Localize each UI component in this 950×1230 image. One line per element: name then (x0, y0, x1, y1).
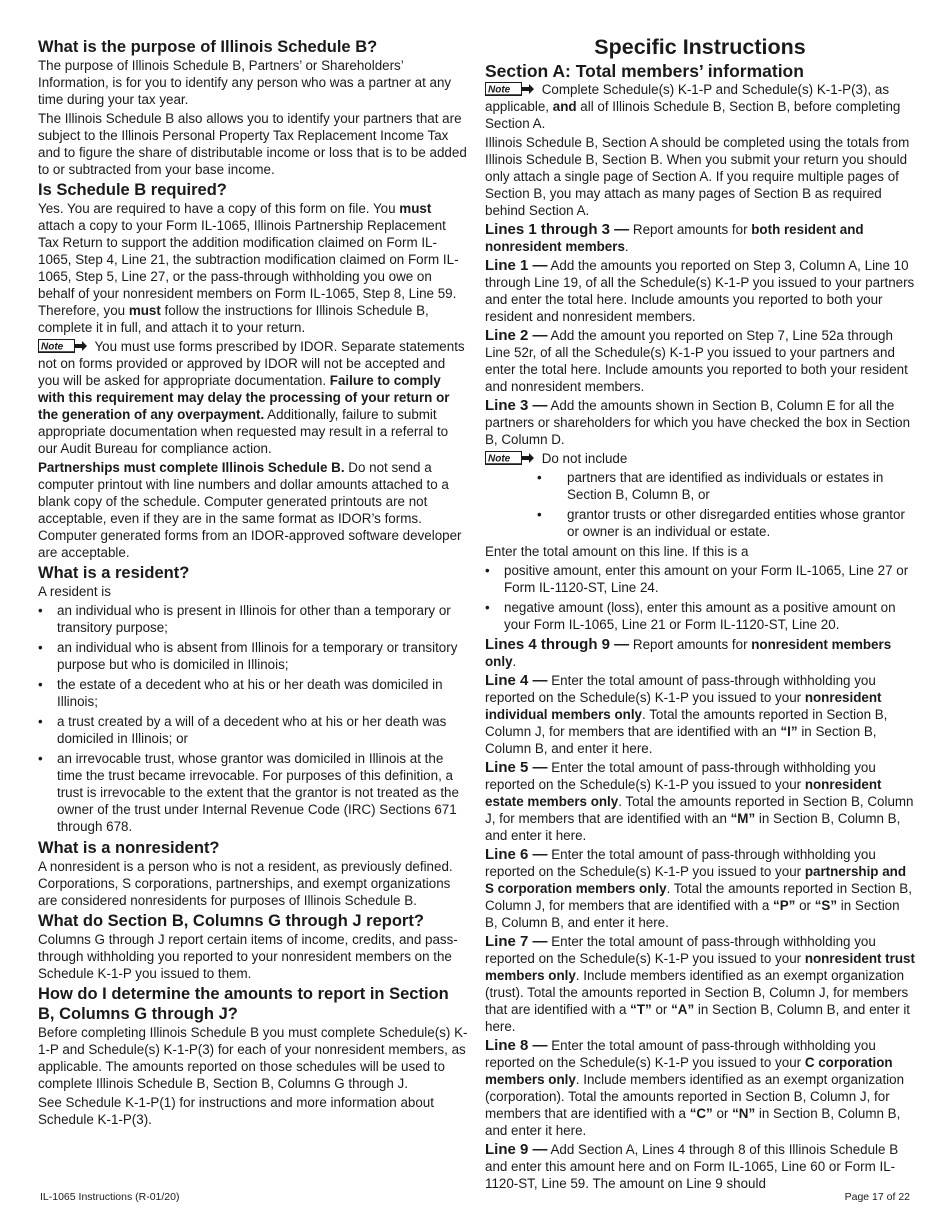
left-column (38, 36, 468, 1130)
lines-4-9: Lines 4 through 9 — Report amounts for nonresident members only. (485, 636, 892, 669)
exclusion-list (485, 469, 915, 540)
section-a-totals-paragraph: Illinois Schedule B, Section A should be completed using the totals from Illinois Schedule B, Section B. When you submit your return you should only attach a single page of Section A. If you require multiple pages of Section B, you may attach as many pages of Section B as required behind Section A. (485, 135, 910, 218)
columns-paragraph: Columns G through J report certain items of income, credits, and pass-through withholding you reported to your nonresident members on the Schedule K-1-P you issued to them. (38, 932, 458, 981)
section-a-heading: Section A: Total members’ information (485, 61, 804, 81)
resident-list (38, 602, 468, 835)
required-note: Note You must use forms prescribed by IDOR. Separate statements not on forms provided or approved by IDOR will not be accepted and you will be asked for appropriate documentation. Failure to comply with this requirement may delay the processing of your return or the generation of any overpayment. Additionally, failure to submit appropriate documentation when requested may result in a referral to our Audit Bureau for compliance action. (38, 339, 465, 456)
required-paragraph-1: Yes. You are required to have a copy of this form on file. You must attach a copy to your Form IL-1065, Illinois Partnership Replacement Tax Return to support the addition modification claimed on Form IL-1065, Step 4, Line 21, the subtraction modification claimed on Form IL-1065, Step 5, Line 27, or the pass-through withholding you owe on behalf of your nonresident members on Form IL-1065, Step 8, Line 59. Therefore, you must follow the instructions for Illinois Schedule B, complete it in full, and attach it to your return. (38, 201, 459, 335)
enter-total-intro: Enter the total amount on this line. If this is a (485, 544, 749, 559)
line-4: Line 4 — Enter the total amount of pass-through withholding you reported on the Schedule(s) K-1-P you issued to your nonresident individual members only. Total the amounts reported in Section B, Column J, for members that are identified with an “I” in Section B, Column B, and enter it here. (485, 672, 888, 756)
required-heading: Is Schedule B required? (38, 181, 227, 199)
line-6: Line 6 — Enter the total amount of pass-through withholding you reported on the Schedule(s) K-1-P you issued to your partnership and S corporation members only. Total the amounts reported in Section B, Column J, for members that are identified with a “P” or “S” in Section B, Column B, and enter it here. (485, 846, 912, 930)
line-9: Line 9 — Add Section A, Lines 4 through 8 of this Illinois Schedule B and enter this amount here and on Form IL-1065, Line 60 or Form IL-1120-ST, Line 59. The amount on Line 9 should (485, 1141, 899, 1191)
determine-paragraph-1: Before completing Illinois Schedule B you must complete Schedule(s) K-1-P and Schedule(s) K-1-P(3) for each of your nonresident members, as applicable. The amounts reported on those schedules will be used to complete Illinois Schedule B, Section B, Columns G through J. (38, 1025, 468, 1091)
nonresident-heading: What is a nonresident? (38, 839, 220, 857)
list-item: • an individual who is absent from Illinois for a temporary or transitory purpose but who is domiciled in Illinois; (38, 639, 468, 673)
footer-form-id: IL-1065 Instructions (R-01/20) (40, 1191, 180, 1203)
purpose-heading: What is the purpose of Illinois Schedule B? (38, 38, 378, 56)
note-icon-label: Note (41, 341, 64, 353)
enter-total-list (485, 562, 915, 633)
note-icon (485, 82, 535, 96)
resident-heading: What is a resident? (38, 564, 190, 582)
line-7: Line 7 — Enter the total amount of pass-through withholding you reported on the Schedule(s) K-1-P you issued to your nonresident trust members only. Include members identified as an exempt organization (trust). Total the amounts reported in Section B, Column J, for members that are identified with a “T” or “A” in Section B, Column B, and enter it here. (485, 933, 915, 1034)
line-3-note: Note Do not include (485, 450, 915, 467)
list-item: • negative amount (loss), enter this amount as a positive amount on your Form IL-1065, Line 21 or Form IL-1120-ST, Line 20. (485, 599, 915, 633)
list-item: • positive amount, enter this amount on your Form IL-1065, Line 27 or Form IL-1120-ST, Line 24. (485, 562, 915, 596)
right-column (485, 34, 915, 1194)
note-icon (38, 339, 88, 353)
note-icon (485, 451, 535, 465)
required-paragraph-3: Partnerships must complete Illinois Schedule B. Do not send a computer printout with line numbers and dollar amounts attached to a blank copy of the schedule. Computer generated printouts are not acceptable, even if they are in the same format as IDOR’s forms. Computer generated forms from an IDOR-approved software developer are acceptable. (38, 460, 462, 560)
list-item: • an irrevocable trust, whose grantor was domiciled in Illinois at the time the trust became irrevocable. For purposes of this definition, a trust is irrevocable to the extent that the grantor is not treated as the owner of the trust under Internal Revenue Code (IRC) Sections 671 through 678. (38, 750, 468, 835)
line-3: Line 3 — Add the amounts shown in Section B, Column E for all the partners or shareholders for which you have checked the box in Section B, Column D. (485, 397, 911, 447)
list-item: • a trust created by a will of a decedent who at his or her death was domiciled in Illinois; or (38, 713, 468, 747)
line-8: Line 8 — Enter the total amount of pass-through withholding you reported on the Schedule(s) K-1-P you issued to your C corporation members only. Include members identified as an exempt organization (corporation). Total the amounts reported in Section B, Column J, for members that are identified with a “C” or “N” in Section B, Column B, and enter it here. (485, 1037, 905, 1138)
note-icon-label: Note (488, 84, 511, 96)
list-item: • the estate of a decedent who at his or her death was domiciled in Illinois; (38, 676, 468, 710)
lines-1-3: Lines 1 through 3 — Report amounts for both resident and nonresident members. (485, 221, 864, 254)
line-5: Line 5 — Enter the total amount of pass-through withholding you reported on the Schedule(s) K-1-P you issued to your nonresident estate members only. Total the amounts reported in Section B, Column J, for members that are identified with an “M” in Section B, Column B, and enter it here. (485, 759, 914, 843)
footer-page-number: Page 17 of 22 (844, 1191, 910, 1203)
purpose-paragraph-1: The purpose of Illinois Schedule B, Partners’ or Shareholders’ Information, is for you to identify any person who was a partner at any time during your tax year. (38, 58, 452, 107)
list-item: • an individual who is present in Illinois for other than a temporary or transitory purpose; (38, 602, 468, 636)
note-icon-label: Note (488, 453, 511, 465)
columns-heading: What do Section B, Columns G through J report? (38, 912, 424, 930)
nonresident-paragraph: A nonresident is a person who is not a resident, as previously defined. Corporations, S corporations, partnerships, and exempt organizations are considered nonresidents for purposes of Illinois Schedule B. (38, 859, 453, 908)
purpose-paragraph-2: The Illinois Schedule B also allows you to identify your partners that are subject to the Illinois Personal Property Tax Replacement Income Tax and to figure the share of distributable income or loss that is to be added to or subtracted from your base income. (38, 111, 467, 177)
list-item: • partners that are identified as individuals or estates in Section B, Column B, or (485, 469, 915, 503)
line-2: Line 2 — Add the amount you reported on Step 7, Line 52a through Line 52r, of all the Schedule(s) K-1-P you issued to your partners and enter the total here. Include amounts you reported to both your resident and nonresident members. (485, 327, 908, 394)
section-a-note: Note Complete Schedule(s) K-1-P and Schedule(s) K-1-P(3), as applicable, and all of Illinois Schedule B, Section B, before completing Section A. (485, 82, 901, 131)
list-item: • grantor trusts or other disregarded entities whose grantor or owner is an individual or estate. (485, 506, 915, 540)
line-1: Line 1 — Add the amounts you reported on Step 3, Column A, Line 10 through Line 19, of all the Schedule(s) K-1-P you issued to your partners and enter the total here. Include amounts you reported to both your resident and nonresident members. (485, 257, 915, 324)
determine-heading: How do I determine the amounts to report in Section B, Columns G through J? (38, 985, 449, 1023)
determine-paragraph-2: See Schedule K-1-P(1) for instructions and more information about Schedule K-1-P(3). (38, 1095, 434, 1127)
page-title: Specific Instructions (594, 35, 806, 59)
resident-intro: A resident is (38, 584, 111, 599)
